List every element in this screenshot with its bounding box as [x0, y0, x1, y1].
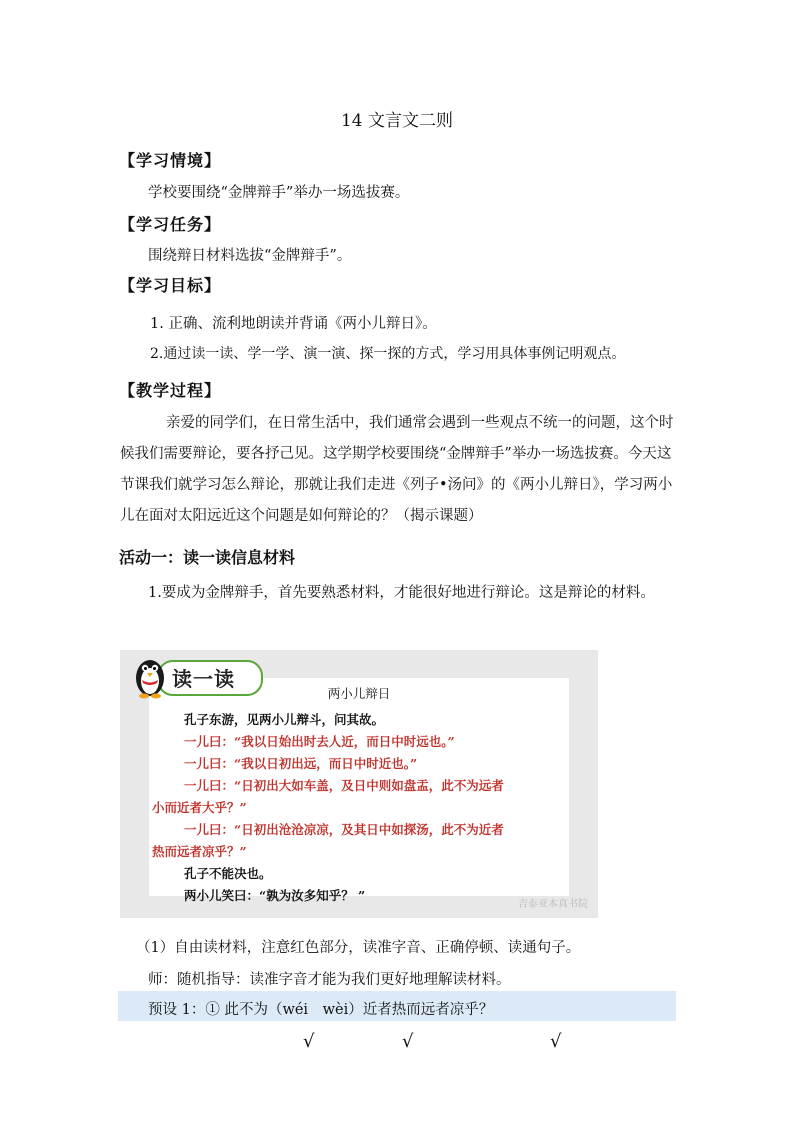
check-mark: √: [303, 1031, 315, 1052]
teacher-note: 师：随机指导：读准字音才能为我们更好地理解读材料。: [148, 972, 511, 988]
poem-line: 热而远者凉乎？”: [152, 844, 247, 859]
poem-line: 一儿曰：“我以日始出时去人近，而日中时远也。”: [184, 734, 455, 749]
task-text: 围绕辩日材料选拔“金牌辩手”。: [148, 248, 352, 264]
penguin-icon: [130, 650, 170, 700]
poem-line: 一儿曰：“日初出大如车盖，及日中则如盘盂，此不为远者: [184, 778, 504, 793]
activity-1-heading: 活动一：读一读信息材料: [119, 548, 296, 567]
poem-line: 一儿曰：“我以日初出远，而日中时近也。”: [184, 756, 418, 771]
reading-panel: [120, 650, 598, 918]
goal-item-1: 1. 正确、流利地朗读并背诵《两小儿辩日》。: [150, 316, 437, 332]
poem-line: 孔子不能决也。: [184, 866, 272, 881]
poem-line: 一儿曰：“日初出沧沧凉凉，及其日中如探汤，此不为近者: [184, 822, 504, 837]
page-title: 14 文言文二则: [340, 111, 454, 131]
goal-heading: 【学习目标】: [119, 276, 222, 295]
read-banner-label: 读一读: [172, 667, 235, 691]
poem-line: 孔子东游，见两小儿辩斗，问其故。: [184, 712, 385, 727]
poem-title: 两小儿辩日: [327, 686, 391, 701]
activity-1-paragraph: 1.要成为金牌辩手，首先要熟悉材料，才能很好地进行辩论。这是辩论的材料。: [148, 585, 655, 601]
process-heading: 【教学过程】: [119, 381, 222, 400]
situation-heading: 【学习情境】: [119, 151, 222, 170]
watermark: 吉泰亚本真书院: [518, 899, 588, 910]
goal-item-2: 2.通过读一读、学一学、演一演、探一探的方式，学习用具体事例记明观点。: [150, 346, 626, 362]
poem-line: 小而近者大乎？”: [152, 800, 247, 815]
step-1-text: （1）自由读材料，注意红色部分，读准字音、正确停顿、读通句子。: [136, 940, 581, 956]
poem-line: 两小儿笑曰：“孰为汝多知乎？ ”: [184, 888, 366, 903]
check-mark: √: [402, 1031, 414, 1052]
process-paragraph: 亲爱的同学们，在日常生活中，我们通常会遇到一些观点不统一的问题，这个时候我们需要辩论，要各抒己见。这学期学校要围绕“金牌辩手”举办一场选拔赛。今天这节课我们就学习怎么辩论，那就让我们走进《列子•汤问》的《两小儿辩日》，学习两小儿在面对太阳远近这个问题是如何辩论的？（揭示课题）: [120, 415, 674, 524]
check-mark: √: [550, 1031, 562, 1052]
task-heading: 【学习任务】: [119, 215, 222, 234]
preset-1-text: 预设 1：① 此不为（wéi wèi）近者热而远者凉乎？: [148, 1002, 494, 1018]
poem-card: [149, 678, 569, 903]
situation-text: 学校要围绕“金牌辩手”举办一场选拔赛。: [148, 185, 410, 201]
